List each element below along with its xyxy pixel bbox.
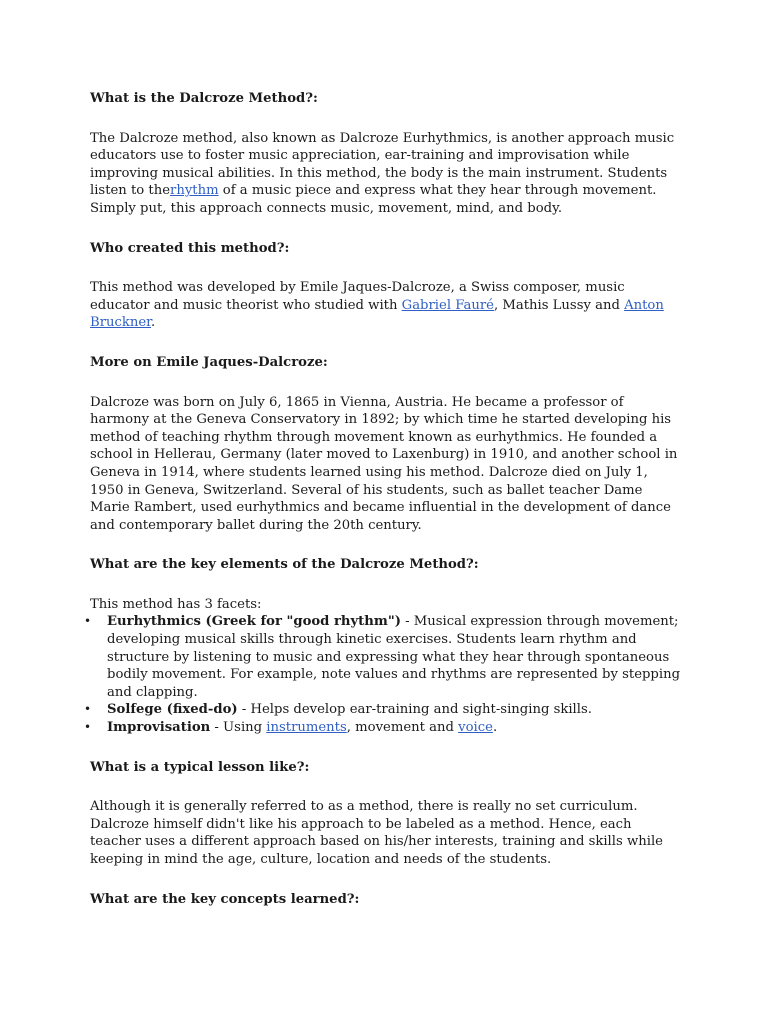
document-page: [84, 90, 685, 908]
paragraph-text: This method was developed by Emile Jaques-Dalcroze, a Swiss composer, music educator and music theorist who studied with: [90, 280, 625, 313]
paragraph-text: of a music piece and express what they hear through movement. Simply put, this approach connects music, movement, mind, and body.: [90, 183, 657, 216]
section-heading-typical-lesson: What is a typical lesson like?:: [90, 759, 310, 775]
facet-text: - Helps develop ear-training and sight-singing skills.: [237, 702, 592, 718]
facet-term: Eurhythmics (Greek for "good rhythm"): [107, 614, 401, 630]
facet-text: - Musical expression through movement; developing musical skills through kinetic exercises. Students learn rhythm and structure by listening to music and expressing what they hear through spontaneous bodily movement. For example, note values and rhythms are represented by stepping and clapping.: [107, 614, 681, 700]
list-item-solfege: [84, 701, 685, 719]
paragraph-typical-lesson: Although it is generally referred to as a method, there is really no set curriculum. Dalcroze himself didn't like his approach to be labeled as a method. Hence, each teacher uses a different approach based on his/her interests, training and skills while keeping in mind the age, culture, location and needs of the students.: [90, 799, 663, 867]
link-gabriel-faure[interactable]: Gabriel Fauré: [401, 297, 494, 313]
facet-text: , movement and: [346, 720, 459, 736]
facet-text: - Using: [210, 720, 267, 736]
paragraph-who-created: [90, 279, 685, 332]
link-anton-bruckner[interactable]: Anton Bruckner: [90, 297, 664, 331]
paragraph-text: The Dalcroze method, also known as Dalcroze Eurhythmics, is another approach music educators use to foster music appreciation, ear-training and improvisation while improving musical abilities. In this method, the body is the main instrument. Students listen to the: [90, 130, 675, 199]
facet-term: Improvisation: [107, 720, 211, 736]
section-heading-who-created: Who created this method?:: [90, 240, 290, 256]
list-item-eurhythmics: [84, 613, 685, 701]
bullet-icon: •: [84, 720, 92, 735]
paragraph-what-is: [90, 130, 685, 218]
section-heading-what-is: What is the Dalcroze Method?:: [90, 91, 318, 106]
bullet-icon: •: [84, 614, 92, 629]
paragraph-text: , Mathis Lussy and: [493, 297, 625, 313]
section-heading-more-on: More on Emile Jaques-Dalcroze:: [90, 354, 328, 370]
section-heading-key-concepts: What are the key concepts learned?:: [90, 891, 360, 907]
facet-text: .: [492, 720, 498, 736]
paragraph-text: .: [151, 315, 156, 331]
link-instruments[interactable]: instruments: [266, 720, 347, 736]
facets-list: [84, 613, 685, 736]
facets-intro: This method has 3 facets:: [90, 596, 262, 612]
facet-term: Solfege (fixed-do): [107, 702, 238, 718]
bullet-icon: •: [84, 702, 92, 717]
list-item-improvisation: [84, 719, 685, 737]
section-heading-key-elements: What are the key elements of the Dalcroze Method?:: [90, 557, 479, 573]
link-voice[interactable]: voice: [458, 720, 493, 736]
link-rhythm[interactable]: rhythm: [170, 183, 219, 199]
paragraph-biography: Dalcroze was born on July 6, 1865 in Vienna, Austria. He became a professor of harmony at the Geneva Conservatory in 1892; by which time he started developing his method of teaching rhythm through movement known as eurhythmics. He founded a school in Hellerau, Germany (later moved to Laxenburg) in 1910, and another school in Geneva in 1914, where students learned using his method. Dalcroze died on July 1, 1950 in Geneva, Switzerland. Several of his students, such as ballet teacher Dame Marie Rambert, used eurhythmics and became influential in the development of dance and contemporary ballet during the 20th century.: [90, 394, 678, 533]
